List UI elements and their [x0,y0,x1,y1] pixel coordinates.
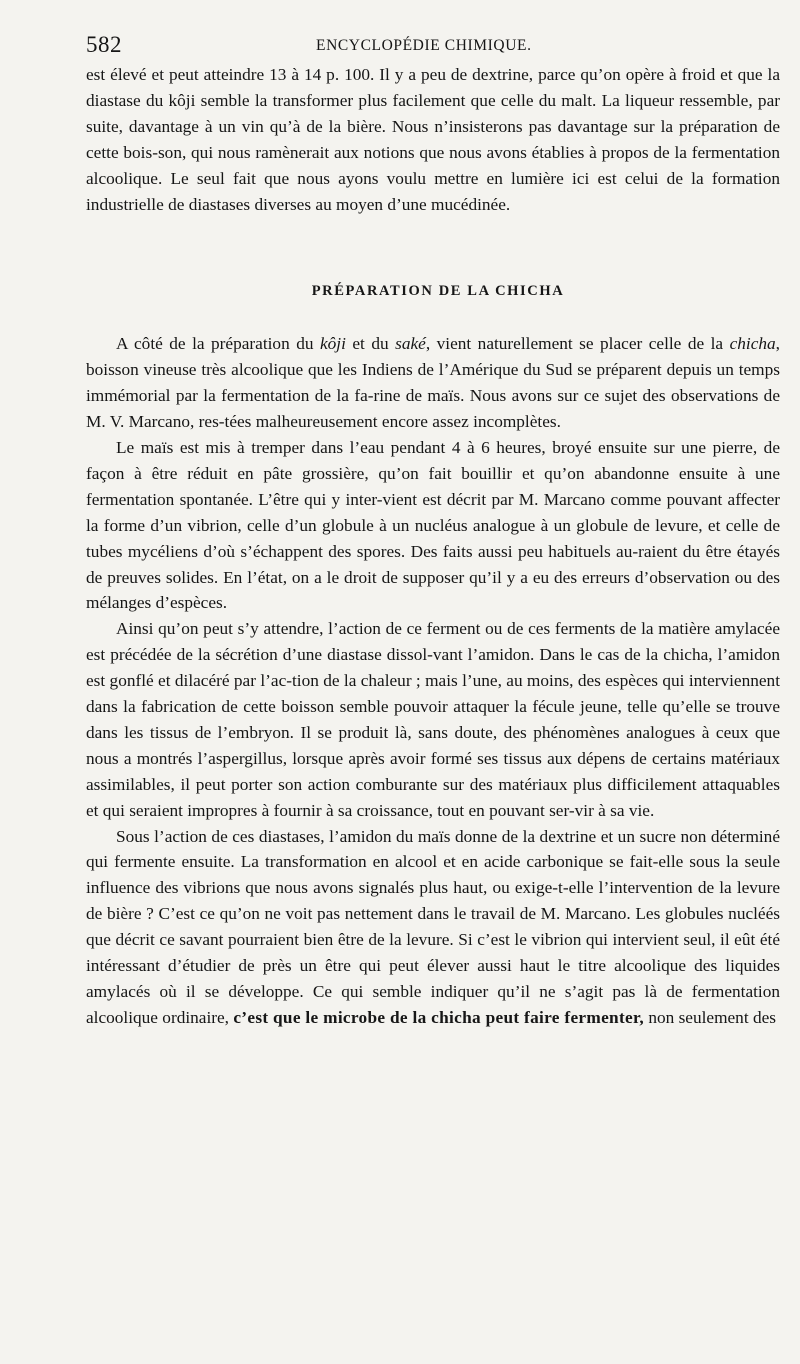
paragraph-continued: est élevé et peut atteindre 13 à 14 p. 100. Il y a peu de dextrine, parce qu’on opère à froid et que la diastase du kôji semble la transformer plus facilement que celle du malt. La liqueur ressemble, par suite, davantage à un vin qu’à de la bière. Nous n’insisterons pas davantage sur la préparation de cette bois-son, qui nous ramènerait aux notions que nous avons établies à propos de la fermentation alcoolique. Le seul fait que nous ayons voulu mettre en lumière ici est celui de la formation industrielle de diastases diverses au moyen d’une mucédinée. [86,65,780,214]
page-number: 582 [86,32,122,57]
paragraph-ferment-action: Ainsi qu’on peut s’y attendre, l’action de ce ferment ou de ces ferments de la matière amylacée est précédée de la sécrétion d’une diastase dissol-vant l’amidon. Dans le cas de la chicha, l’amidon est gonflé et dilacéré par l’ac-tion de la chaleur ; mais l’une, au moins, des espèces qui interviennent dans la fabrication de cette boisson semble pouvoir attaquer la fécule jeune, telle qu’elle se trouve dans les tissus de l’embryon. Il se produit là, sans doute, des phénomènes analogues à ceux que nous a montrés l’aspergillus, lorsque après avoir formé ses tissus aux dépens de certains matériaux assimilables, il peut porter son action comburante sur des matériaux plus difficilement attaquables et qui seraient impropres à fournir à sa croissance, tout en pouvant ser-vir à sa vie. [86,619,780,820]
term-chicha: chicha [729,334,776,354]
term-koji: kôji [319,334,346,354]
body-text [86,62,780,1031]
text-run: , boisson vineuse très alcoolique que les Indiens de l’Amérique du Sud se préparent depuis un temps immémorial par la fermentation de la fa-rine de maïs. Nous avons sur ce sujet des observations de M. V. Marcano, res-tées malheureusement encore assez incomplètes. [86,334,780,432]
text-run: et du [345,334,396,354]
page-header [86,28,780,62]
section-title: PRÉPARATION DE LA CHICHA [311,283,565,300]
paragraph-chicha-intro [86,331,780,435]
running-head: ENCYCLOPÉDIE CHIMIQUE. [316,37,532,54]
bold-text-run: c’est que le microbe de la chicha peut faire fermenter, [233,1007,644,1027]
text-run: non seulement des [644,1007,776,1027]
paragraph-diastases [86,824,780,1031]
paragraph-mais-preparation: Le maïs est mis à tremper dans l’eau pendant 4 à 6 heures, broyé ensuite sur une pierre, de façon à être réduit en pâte grossière, qu’on fait bouillir et qu’on abandonne ensuite à une fermentation spontanée. L’être qui y inter-vient est décrit par M. Marcano comme pouvant affecter la forme d’un vibrion, celle d’un globule à un nucléus analogue à un globule de levure, et celle de tubes mycéliens d’où s’échappent des spores. Des faits aussi peu habituels au-raient du être étayés de preuves solides. En l’état, on a le droit de supposer qu’il y a eu des erreurs d’observation ou des mélanges d’espèces. [86,437,780,613]
term-sake: saké [395,334,426,354]
text-run: Sous l’action de ces diastases, l’amidon du maïs donne de la dextrine et un sucre non déterminé qui fermente ensuite. La transformation en alcool et en acide carbonique se fait-elle sous la seule influence des vibrions que nous avons signalés plus haut, ou exige-t-elle l’intervention de la levure de bière ? C’est ce qu’on ne voit pas nettement dans le travail de M. Marcano. Les globules nucléés que décrit ce savant pourraient bien être de la levure. Si c’est le vibrion qui intervient seul, il eût été intéressant d’étudier de près un être qui peut élever aussi haut le titre alcoolique des liquides amylacés où il se développe. Ce qui semble indiquer qu’il ne s’agit pas là de fermentation alcoolique ordinaire, [86,826,780,1027]
text-run: A côté de la préparation du [116,334,320,354]
text-run: , vient naturellement se placer celle de la [425,334,730,354]
page [86,28,780,1031]
